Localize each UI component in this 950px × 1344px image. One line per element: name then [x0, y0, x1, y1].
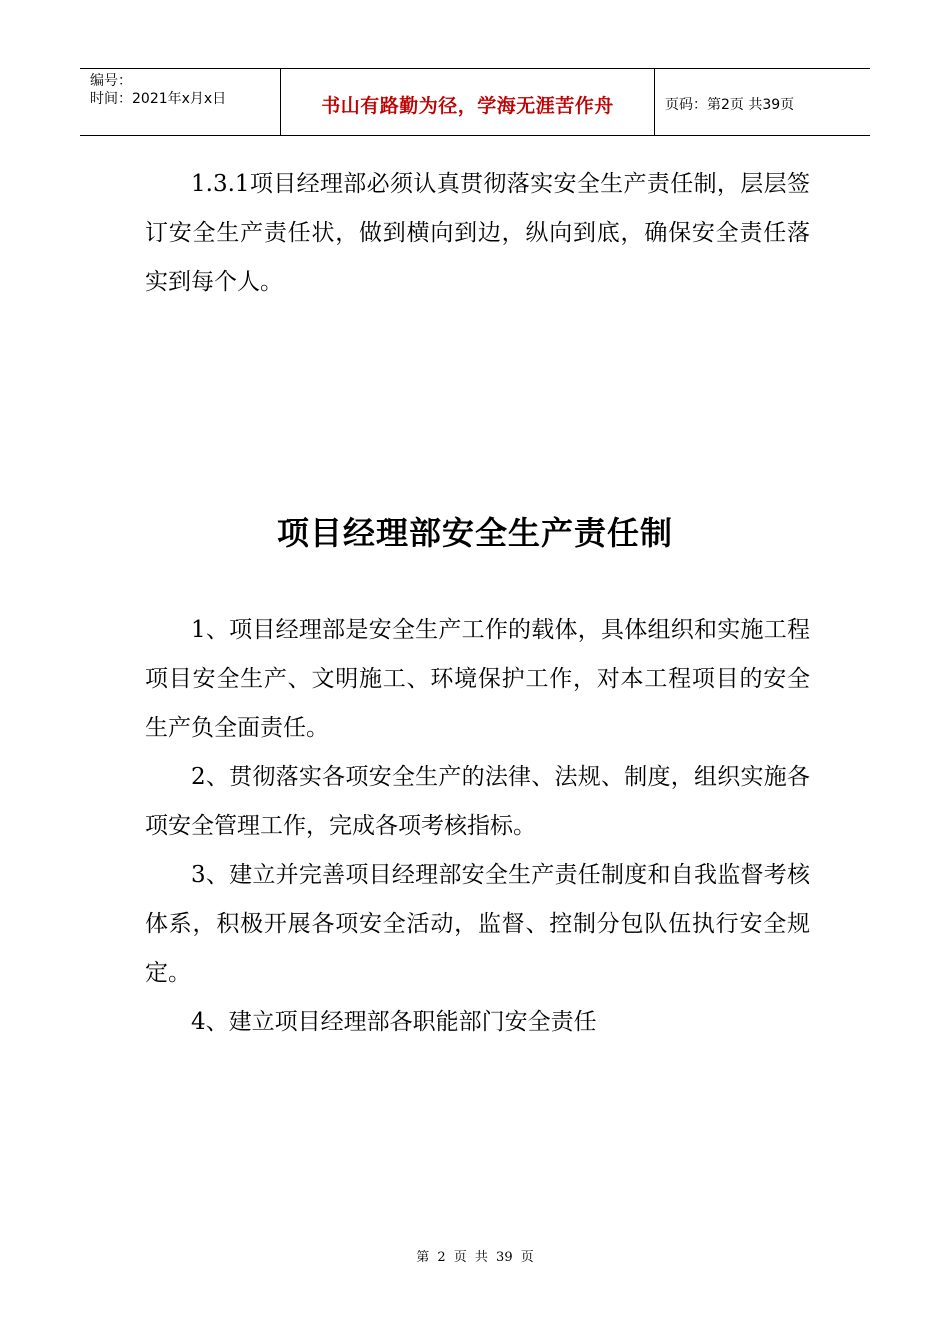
- responsibility-item: 2、贯彻落实各项安全生产的法律、法规、制度，组织实施各项安全管理工作，完成各项考核指标。: [145, 764, 810, 839]
- responsibility-item: 1、项目经理部是安全生产工作的载体，具体组织和实施工程项目安全生产、文明施工、环境保护工作，对本工程项目的安全生产负全面责任。: [145, 617, 810, 741]
- header-page-info: 页码：第2页 共39页: [665, 97, 795, 113]
- document-number-label: 编号：: [90, 73, 132, 89]
- page-footer: 第 2 页 共 39 页: [416, 1250, 534, 1265]
- document-date: 时间：2021年x月x日: [90, 91, 227, 107]
- responsibility-item: 4、建立项目经理部各职能部门安全责任: [191, 1009, 597, 1035]
- section-title: 项目经理部安全生产责任制: [276, 514, 673, 552]
- header-meta: [80, 69, 281, 135]
- page-header: [80, 68, 870, 136]
- responsibility-item: 3、建立并完善项目经理部安全生产责任制度和自我监督考核体系，积极开展各项安全活动，监督、控制分包队伍执行安全规定。: [145, 862, 810, 986]
- intro-paragraph: 1.3.1项目经理部必须认真贯彻落实安全生产责任制，层层签订安全生产责任状，做到横向到边，纵向到底，确保安全责任落实到每个人。: [145, 171, 810, 295]
- header-motto: 书山有路勤为径，学海无涯苦作舟: [281, 69, 655, 135]
- responsibility-list: [145, 606, 810, 1047]
- intro-section: [145, 160, 810, 307]
